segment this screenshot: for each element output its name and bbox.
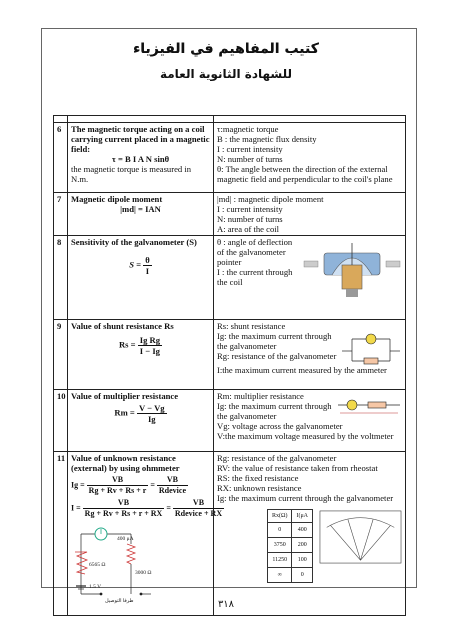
row-question — [68, 236, 214, 320]
answer-line: N: number of turns — [217, 154, 283, 164]
answer-line: Vg: voltage across the galvanometer — [217, 421, 343, 431]
fraction-numerator: VB — [173, 498, 224, 509]
fraction-numerator: Ig Rg — [139, 335, 161, 345]
equation-fraction — [137, 403, 167, 424]
row-number: 8 — [54, 236, 68, 320]
equation-fraction — [83, 498, 165, 519]
answer-line: Rg: resistance of the galvanometer — [217, 351, 337, 361]
equation-lhs: Ig = — [71, 480, 85, 490]
fraction-numerator: VB — [83, 498, 165, 509]
table-top-row — [54, 116, 406, 123]
fraction-denominator: I − Ig — [139, 346, 160, 356]
row-answer — [214, 123, 406, 193]
row-title: Value of unknown resistance (external) by using ohmmeter — [71, 453, 180, 473]
equation-equals: = — [166, 503, 171, 513]
ohmmeter-scale-diagram — [319, 509, 402, 565]
row-answer — [214, 452, 406, 616]
table-row — [268, 523, 313, 538]
shunt-circuit-diagram — [340, 331, 402, 365]
table-row — [54, 390, 406, 452]
answer-text — [217, 237, 300, 287]
answer-line: θ : angle of deflection of the galvanometer pointer — [217, 237, 293, 267]
equation-equals: = — [150, 480, 155, 490]
row-equation-2 — [71, 498, 223, 519]
row-question — [68, 320, 214, 390]
answer-line: θ: The angle between the direction of the external magnetic field and perpendicular to the coil's plane — [217, 164, 393, 184]
page-header — [0, 40, 452, 82]
row-equation — [71, 335, 210, 356]
circuit-terminals-label: طرفا التوصيل — [105, 599, 134, 604]
equation-lhs: Rs = — [118, 339, 136, 350]
row-equation — [71, 255, 210, 276]
fraction-denominator: Rdevice + RX — [174, 509, 223, 518]
table-cell: 400 — [292, 523, 313, 538]
galvanometer-illustration — [302, 237, 402, 305]
table-header-cell: Rx(Ω) — [268, 510, 292, 523]
table-row — [54, 452, 406, 616]
circuit-current-label: 400 μA — [117, 536, 134, 542]
row-title: The magnetic torque acting on a coil carrying current placed in a magnetic field: — [71, 124, 210, 154]
row-equation: τ = B I A N sinθ — [111, 154, 170, 164]
ohmmeter-circuit-diagram — [71, 522, 181, 604]
table-row — [268, 568, 313, 583]
fraction-numerator: V − Vg — [138, 403, 165, 413]
row-number: 9 — [54, 320, 68, 390]
fraction-denominator: Ig — [147, 414, 156, 424]
row-note: the magnetic torque is measured in N.m. — [71, 164, 192, 184]
answer-line: Ig: the maximum current through the galvanometer — [217, 401, 332, 421]
table-row — [268, 538, 313, 553]
table-cell: 200 — [292, 538, 313, 553]
answer-text — [217, 331, 338, 361]
table-cell: ∞ — [268, 568, 292, 583]
row-question — [68, 452, 223, 616]
row-number: 10 — [54, 390, 68, 452]
answer-with-figure — [217, 237, 402, 305]
multiplier-circuit-diagram — [336, 391, 402, 417]
answer-line: Rg: resistance of the galvanometer — [217, 453, 337, 463]
resistance-current-table — [267, 509, 313, 583]
answer-with-figure — [217, 391, 402, 421]
fraction-denominator: Rdevice — [158, 486, 187, 495]
header-title: كتيب المفاهيم في الفيزياء — [133, 41, 319, 57]
equation-fraction — [157, 475, 188, 496]
row-title: Value of shunt resistance Rs — [71, 321, 174, 331]
table-cell: 0 — [268, 523, 292, 538]
row-number: 6 — [54, 123, 68, 193]
circuit-rheostat-label: 3000 Ω — [135, 570, 152, 576]
table-row — [54, 320, 406, 390]
equation-fraction — [143, 255, 152, 276]
equation-lhs: Rm = — [114, 407, 135, 418]
fraction-denominator: Rg + Rv + Rs + r + RX — [84, 509, 163, 518]
equation-fraction — [138, 335, 162, 356]
row-title: Magnetic dipole moment — [71, 194, 163, 204]
table-cell: 0 — [292, 568, 313, 583]
row-question — [68, 123, 214, 193]
equation-lhs: I = — [71, 503, 81, 513]
circuit-battery-label: 1.5 V — [89, 584, 102, 590]
answer-line: |md| : magnetic dipole moment — [217, 194, 324, 204]
row-title: Value of multiplier resistance — [71, 391, 179, 401]
answer-line: RV: the value of resistance taken from rheostat — [217, 463, 378, 473]
table-header-cell: I(μA — [292, 510, 313, 523]
row-equation — [71, 403, 210, 424]
answer-line: N: number of turns — [217, 214, 283, 224]
fraction-denominator: Rg + Rv + Rs + r — [88, 486, 147, 495]
answer-line: Rm: multiplier resistance — [217, 391, 304, 401]
table-cell: 11250 — [268, 553, 292, 568]
table-row — [54, 236, 406, 320]
fraction-numerator: VB — [87, 475, 149, 486]
answer-line: I:the maximum current measured by the ammeter — [217, 365, 387, 375]
answer-line: I : current intensity — [217, 204, 283, 214]
row-answer — [214, 320, 406, 390]
row-question — [68, 193, 214, 236]
table-row — [54, 193, 406, 236]
circuit-resistor-label: 6565 Ω — [89, 562, 106, 568]
ohmmeter-figures — [217, 509, 402, 583]
table-cell: 100 — [292, 553, 313, 568]
answer-line: B : the magnetic flux density — [217, 134, 317, 144]
row-answer — [214, 193, 406, 236]
concepts-table — [53, 115, 406, 616]
equation-lhs: S = — [129, 259, 142, 270]
fraction-numerator: θ — [145, 255, 150, 265]
fraction-numerator: VB — [157, 475, 188, 486]
answer-line: Ig: the maximum current through the galvanometer — [217, 493, 394, 503]
row-number: 11 — [54, 452, 68, 616]
equation-fraction — [87, 475, 149, 496]
answer-with-figure — [217, 331, 402, 365]
table-row — [268, 553, 313, 568]
row-answer — [214, 236, 406, 320]
page-number: ٣١٨ — [217, 599, 235, 610]
answer-line: RX: unknown resistance — [217, 483, 302, 493]
table-cell: 3750 — [268, 538, 292, 553]
header-subtitle: للشهادة الثانوية العامة — [159, 67, 293, 81]
row-number: 7 — [54, 193, 68, 236]
row-answer — [214, 390, 406, 452]
row-equation: |md| = IAN — [120, 204, 161, 214]
answer-line: I : current intensity — [217, 144, 283, 154]
row-question — [68, 390, 214, 452]
answer-line: A: area of the coil — [217, 224, 280, 234]
answer-line: RS: the fixed resistance — [217, 473, 299, 483]
row-title: Sensitivity of the galvanometer (S) — [71, 237, 197, 247]
answer-line: Rs: shunt resistance — [217, 321, 286, 331]
row-equation-1 — [71, 475, 210, 496]
fraction-denominator: I — [145, 266, 150, 276]
answer-text — [217, 391, 334, 421]
table-row — [54, 123, 406, 193]
answer-line: τ:magnetic torque — [217, 124, 279, 134]
answer-line: I : the current through the coil — [217, 267, 293, 287]
answer-line: Ig: the maximum current through the galvanometer — [217, 331, 332, 351]
table-row — [268, 510, 313, 523]
answer-line: V:the maximum voltage measured by the voltmeter — [217, 431, 394, 441]
